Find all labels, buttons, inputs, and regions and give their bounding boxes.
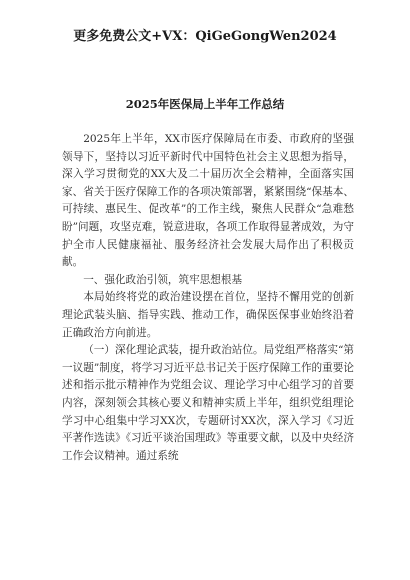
promo-header: 更多免费公文+VX：QiGeGongWen2024	[73, 29, 337, 44]
intro-paragraph: 2025年上半年，XX市医疗保障局在市委、市政府的坚强领导下，坚持以习近平新时代中国特色社会主义思想为指导，深入学习贯彻党的XX大及二十届历次全会精神，全面落实国家、省关于医疗保障工作的各项决策部署，紧紧围绕“保基本、可持续、惠民生、促改革”的工作主线，聚焦人民群众“急难愁盼”问题，攻坚克难，锐意进取，各项工作取得显著成效，为守护全市人民健康福祉、服务经济社会发展大局作出了积极贡献。	[62, 133, 354, 269]
section-intro-paragraph: 本局始终将党的政治建设摆在首位，坚持不懈用党的创新理论武装头脑、指导实践、推动工作，确保医保事业始终沿着正确政治方向前进。	[62, 291, 354, 339]
subsection-paragraph: （一）深化理论武装，提升政治站位。局党组严格落实“第一议题”制度，将学习习近平总书记关于医疗保障工作的重要论述和指示批示精神作为党组会议、理论学习中心组学习的首要内容，深刻领会其核心要义和精神实质上半年，组织党组理论学习中心组集中学习XX次，专题研讨XX次，深入学习《习近平著作选读》《习近平谈治国理政》等重要文献，以及中央经济工作会议精神。通过系统	[62, 344, 354, 462]
document-title: 2025年医保局上半年工作总结	[125, 97, 285, 111]
section-heading: 一、强化政治引领，筑牢思想根基	[83, 273, 243, 286]
document-body	[62, 131, 354, 465]
